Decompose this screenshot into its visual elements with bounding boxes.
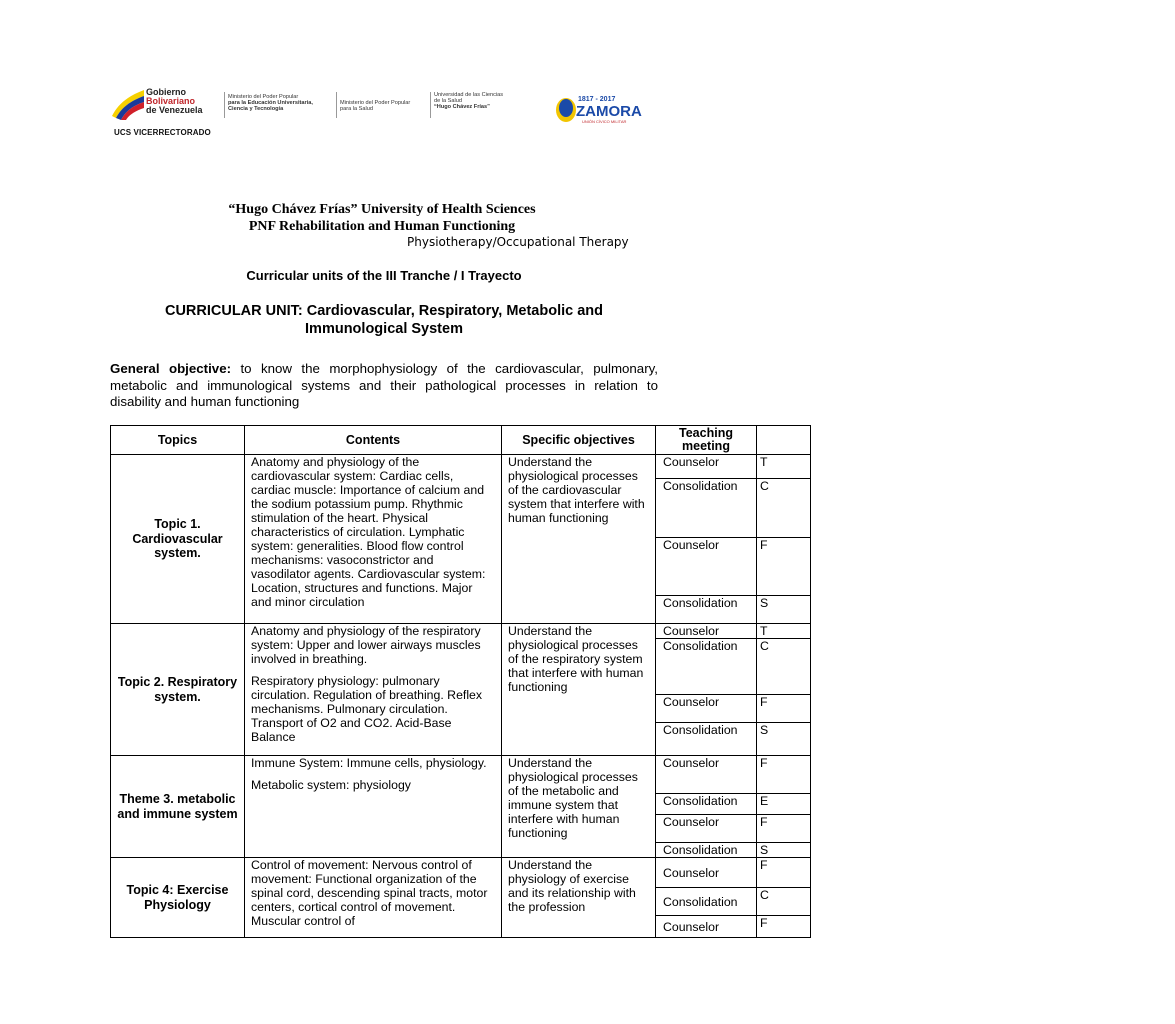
next-cell: E <box>757 794 811 815</box>
meeting-cell: Counselor <box>656 756 757 794</box>
next-cell: C <box>757 479 811 538</box>
ucs-vicerrectorado-label: UCS VICERRECTORADO <box>114 128 211 137</box>
divider <box>430 92 431 118</box>
next-cell: T <box>757 455 811 479</box>
program-title: PNF Rehabilitation and Human Functioning <box>248 219 516 234</box>
specialty-title: Physiotherapy/Occupational Therapy <box>407 235 629 249</box>
meeting-cell: Consolidation <box>656 639 757 695</box>
curricular-unit-title: CURRICULAR UNIT: Cardiovascular, Respiratory, Metabolic and Immunological System <box>164 303 604 337</box>
next-cell: F <box>757 695 811 723</box>
contents-cell: Control of movement: Nervous control of movement: Functional organization of the spinal cord, descending spinal tracts, motor centers, cortical control of movement. Muscular control of <box>245 858 502 938</box>
university-text: Universidad de las Ciencias de la Salud “Hugo Chávez Frías” <box>434 92 504 111</box>
ministry-health-text: Ministerio del Poder Popular para la Salud <box>340 100 411 113</box>
next-cell: S <box>757 723 811 756</box>
meeting-cell: Counselor <box>656 538 757 596</box>
svg-text:1817 - 2017: 1817 - 2017 <box>578 96 616 103</box>
header-next <box>757 426 811 455</box>
ministry-education-text: Ministerio del Poder Popular para la Educación Universitaria, Ciencia y Tecnología <box>228 94 313 113</box>
contents-cell: Immune System: Immune cells, physiology. Metabolic system: physiology <box>245 756 502 858</box>
table-row <box>111 756 811 794</box>
meeting-cell: Consolidation <box>656 843 757 858</box>
next-cell: F <box>757 538 811 596</box>
general-objective <box>110 361 658 411</box>
tranche-title: Curricular units of the III Tranche / I Trayecto <box>246 268 522 283</box>
svg-text:UNIÓN CÍVICO MILITAR: UNIÓN CÍVICO MILITAR <box>582 119 627 124</box>
venezuela-flag-icon <box>110 86 146 120</box>
next-cell: F <box>757 815 811 843</box>
meeting-cell: Counselor <box>656 858 757 888</box>
curriculum-table-wrapper <box>110 425 768 940</box>
table-row <box>111 455 811 479</box>
next-cell: S <box>757 843 811 858</box>
contents-cell: Anatomy and physiology of the respiratory system: Upper and lower airways muscles involved in breathing. Respiratory physiology: pulmonary circulation. Regulation of breathing. Reflex mechanisms. Pulmonary circulation. Transport of O2 and CO2. Acid-Base Balance <box>245 624 502 756</box>
meeting-cell: Counselor <box>656 624 757 639</box>
objective-label: General objective: <box>110 361 232 376</box>
objective-cell: Understand the physiological processes of the respiratory system that interfere with human functioning <box>502 624 656 756</box>
contents-cell: Anatomy and physiology of the cardiovascular system: Cardiac cells, cardiac muscle: Importance of calcium and the sodium potassium pump. Rhythmic stimulation of the heart. Physical characteristics of circulation. Lymphatic system: generalities. Blood flow control mechanisms: vasoconstrictor and vasodilator agents. Cardiovascular system: Location, structures and functions. Major and minor circulation <box>245 455 502 624</box>
meeting-cell: Counselor <box>656 815 757 843</box>
meeting-cell: Consolidation <box>656 794 757 815</box>
topic-cell: Topic 1. Cardiovascular system. <box>111 455 245 624</box>
meeting-cell: Consolidation <box>656 723 757 756</box>
table-row <box>111 624 811 639</box>
meeting-cell: Consolidation <box>656 596 757 624</box>
divider <box>336 92 337 118</box>
next-cell: F <box>757 756 811 794</box>
objective-cell: Understand the physiological processes of the metabolic and immune system that interfere with human functioning <box>502 756 656 858</box>
meeting-cell: Counselor <box>656 916 757 938</box>
table-row <box>111 858 811 888</box>
svg-text:ZAMORA: ZAMORA <box>576 103 642 120</box>
header-topics: Topics <box>111 426 245 455</box>
meeting-cell: Counselor <box>656 695 757 723</box>
next-cell: T <box>757 624 811 639</box>
objective-cell: Understand the physiology of exercise and its relationship with the profession <box>502 858 656 938</box>
topic-cell: Topic 2. Respiratory system. <box>111 624 245 756</box>
university-title: “Hugo Chávez Frías” University of Health Sciences <box>228 202 536 217</box>
header-contents: Contents <box>245 426 502 455</box>
topic-cell: Theme 3. metabolic and immune system <box>111 756 245 858</box>
table-header-row <box>111 426 811 455</box>
next-cell: F <box>757 916 811 938</box>
curriculum-table <box>110 425 811 938</box>
objective-text: to know the morphophysiology of the cardiovascular, pulmonary, metabolic and immunological systems and their pathological processes in relation to disability and human functioning <box>110 361 658 409</box>
header-meeting: Teaching meeting <box>656 426 757 455</box>
next-cell: F <box>757 858 811 888</box>
divider <box>224 92 225 118</box>
header-logo-strip <box>108 84 648 140</box>
topic-cell: Topic 4: Exercise Physiology <box>111 858 245 938</box>
next-cell: C <box>757 888 811 916</box>
zamora-logo-icon <box>552 92 648 126</box>
gobierno-bolivariano-text: Gobierno Bolivariano de Venezuela <box>146 87 203 115</box>
next-cell: C <box>757 639 811 695</box>
meeting-cell: Consolidation <box>656 888 757 916</box>
header-objectives: Specific objectives <box>502 426 656 455</box>
next-cell: S <box>757 596 811 624</box>
meeting-cell: Consolidation <box>656 479 757 538</box>
objective-cell: Understand the physiological processes of the cardiovascular system that interfere with human functioning <box>502 455 656 624</box>
meeting-cell: Counselor <box>656 455 757 479</box>
